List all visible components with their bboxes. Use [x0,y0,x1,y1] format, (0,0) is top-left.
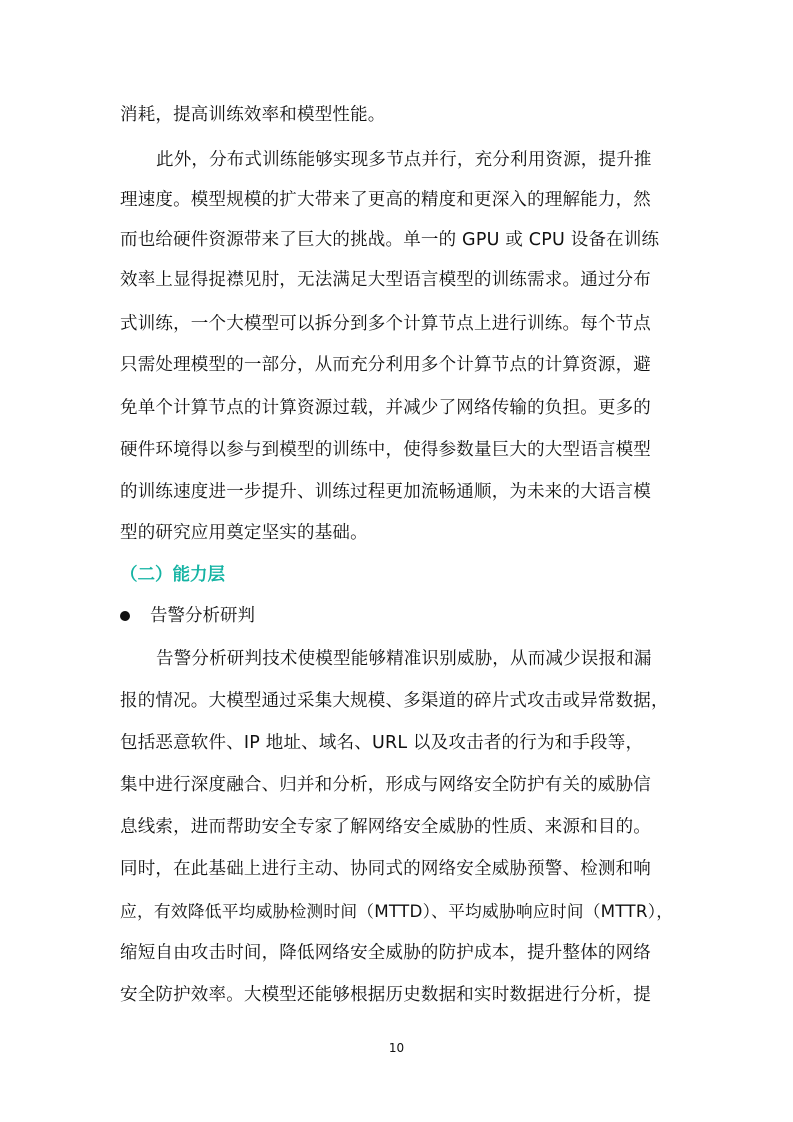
section-heading: （二）能力层 [120,565,225,585]
paragraph-line: 式训练，一个大模型可以拆分到多个计算节点上进行训练。每个节点 [120,314,651,334]
paragraph-line: 包括恶意软件、IP 地址、域名、URL 以及攻击者的行为和手段等， [120,733,644,753]
paragraph-line: 而也给硬件资源带来了巨大的挑战。单一的 GPU 或 CPU 设备在训练 [120,230,660,250]
paragraph-line: 硬件环境得以参与到模型的训练中，使得参数量巨大的大型语言模型 [120,440,651,460]
paragraph-line: 免单个计算节点的计算资源过载，并减少了网络传输的负担。更多的 [120,398,651,418]
paragraph-line: 效率上显得捉襟见肘，无法满足大型语言模型的训练需求。通过分布 [120,270,651,290]
paragraph-line: 的训练速度进一步提升、训练过程更加流畅通顺，为未来的大语言模 [120,482,651,502]
paragraph-line: 同时，在此基础上进行主动、协同式的网络安全威胁预警、检测和响 [120,859,651,879]
paragraph-line: 安全防护效率。大模型还能够根据历史数据和实时数据进行分析，提 [120,985,651,1005]
paragraph-line: 集中进行深度融合、归并和分析，形成与网络安全防护有关的威胁信 [120,775,651,795]
paragraph-line: 型的研究应用奠定坚实的基础。 [120,523,368,543]
paragraph-line: 缩短自由攻击时间，降低网络安全威胁的防护成本，提升整体的网络 [120,943,651,963]
paragraph-line: 理速度。模型规模的扩大带来了更高的精度和更深入的理解能力，然 [120,190,651,210]
paragraph-line: 息线索，进而帮助安全专家了解网络安全威胁的性质、来源和目的。 [120,817,651,837]
bullet-item-label: 告警分析研判 [150,606,255,626]
paragraph-line: 报的情况。大模型通过采集大规模、多渠道的碎片式攻击或异常数据， [120,691,669,711]
paragraph-line: 应，有效降低平均威胁检测时间（MTTD）、平均威胁响应时间（MTTR）， [120,901,674,921]
paragraph-line: 只需处理模型的一部分，从而充分利用多个计算节点的计算资源，避 [120,355,651,375]
paragraph-line: 此外，分布式训练能够实现多节点并行，充分利用资源，提升推 [156,150,652,170]
paragraph-line: 消耗，提高训练效率和模型性能。 [120,105,386,125]
bullet-icon [120,611,130,621]
paragraph-line: 告警分析研判技术使模型能够精准识别威胁，从而减少误报和漏 [156,649,652,669]
page-number: 10 [388,1041,405,1055]
